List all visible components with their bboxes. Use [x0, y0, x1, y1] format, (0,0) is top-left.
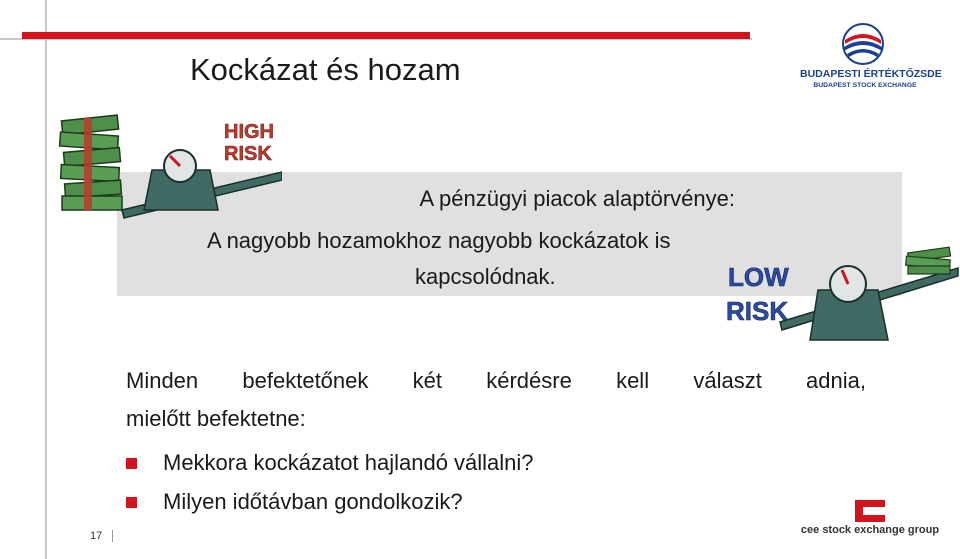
svg-text:RISK: RISK — [224, 143, 272, 165]
bse-name-hu: BUDAPESTI ÉRTÉKTŐZSDE — [800, 68, 942, 80]
question-text: Milyen időtávban gondolkozik? — [163, 489, 463, 514]
square-bullet-icon — [126, 497, 137, 508]
cee-mark-icon — [853, 498, 887, 524]
question-text: Mekkora kockázatot hajlandó vállalni? — [163, 450, 534, 475]
callout-heading: A pénzügyi piacok alaptörvénye: — [419, 186, 735, 211]
callout-text-line2: kapcsolódnak. — [415, 264, 556, 289]
money-stack-icon — [60, 115, 122, 210]
high-risk-scale-illustration — [52, 110, 282, 230]
page-title: Kockázat és hozam — [190, 52, 461, 87]
svg-text:LOW: LOW — [728, 262, 789, 292]
left-vertical-rule — [45, 0, 47, 559]
svg-text:RISK: RISK — [726, 296, 789, 326]
callout-text-line1: A nagyobb hozamokhoz nagyobb kockázatok is — [207, 228, 671, 253]
svg-text:HIGH: HIGH — [224, 121, 274, 143]
bse-globe-icon — [840, 22, 886, 66]
question-intro-line2: mielőtt befektetne: — [126, 406, 306, 431]
low-risk-scale-illustration — [722, 244, 960, 344]
scale-icon — [780, 266, 958, 340]
list-item — [126, 450, 534, 476]
page-number: 17 — [90, 530, 103, 542]
low-risk-sign — [726, 262, 789, 326]
cee-logo — [790, 498, 950, 543]
cee-logo-text: cee stock exchange group — [800, 524, 940, 536]
list-item — [126, 489, 463, 515]
square-bullet-icon — [126, 458, 137, 469]
page-number-divider — [112, 530, 113, 542]
bse-logo — [800, 22, 942, 94]
question-intro-line1: Minden befektetőnek két kérdésre kell választ adnia, — [126, 368, 866, 393]
high-risk-sign — [224, 121, 274, 165]
bse-name-en: BUDAPEST STOCK EXCHANGE — [813, 82, 917, 89]
small-money-stack-icon — [906, 247, 951, 274]
top-red-bar — [22, 32, 750, 39]
